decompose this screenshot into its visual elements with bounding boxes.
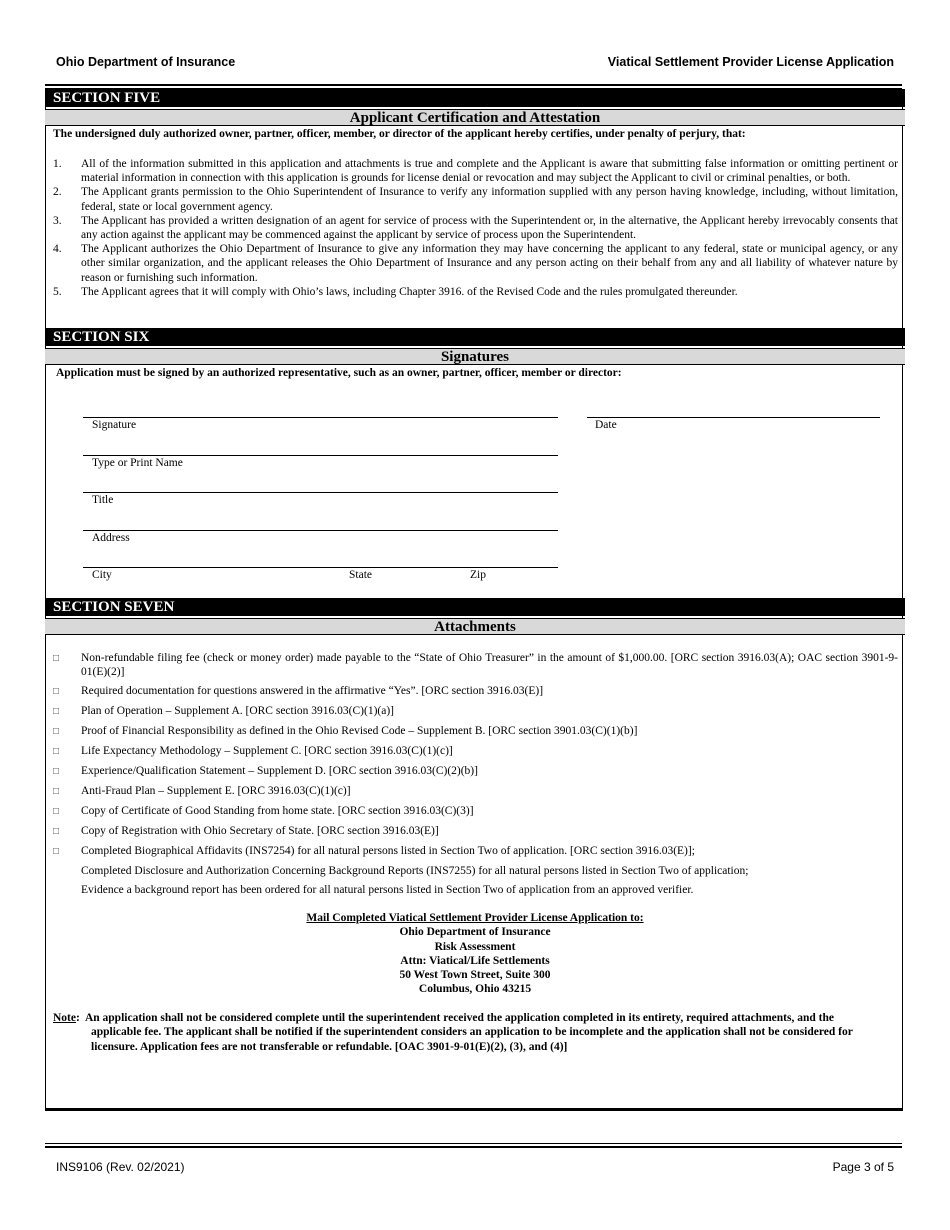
- state-label: State: [349, 569, 372, 581]
- address-line[interactable]: [83, 530, 558, 531]
- checkbox-icon[interactable]: □: [53, 766, 60, 778]
- application-note: Note: An application shall not be considered complete until the superintendent received the application completed in its entirety, required attachments, and the applicable fee. The applicant shall be notified if the superintendent considers an application to be incomplete and the application shall not be considered for licensure. Application fees are not transferable or refundable. [OAC 3901-9-01(E)(2), (3), and (4)]: [53, 1012, 853, 1053]
- header-department: Ohio Department of Insurance: [56, 55, 236, 69]
- header-rule: [45, 84, 902, 86]
- footer-rule-thin: [45, 1143, 902, 1144]
- attachment-item: □ Experience/Qualification Statement – Supplement D. [ORC section 3916.03(C)(2)(b)]: [53, 764, 898, 779]
- title-label: Title: [92, 494, 114, 506]
- title-line[interactable]: [83, 492, 558, 493]
- checkbox-icon[interactable]: □: [53, 706, 60, 718]
- date-label: Date: [595, 419, 617, 431]
- checkbox-icon[interactable]: □: [53, 726, 60, 738]
- attachments-list: [53, 651, 898, 902]
- mailing-line: Attn: Viatical/Life Settlements: [400, 954, 550, 967]
- note-text: An application shall not be considered complete until the superintendent received the application completed in its entirety, required attachments, and the applicable fee. The applicant shall be notified if the superintendent considers an application to be incomplete and the application shall not be considered for licensure. Application fees are not transferable or refundable. [OAC 3901-9-01(E)(2), (3), and (4)]: [84, 1012, 853, 1053]
- checkbox-icon[interactable]: □: [53, 746, 60, 758]
- signature-intro: Application must be signed by an authorized representative, such as an owner, partner, officer, member or director:: [56, 367, 622, 379]
- attachment-subitem: Evidence a background report has been ordered for all natural persons listed in Section Two of application from an approved verifier.: [81, 884, 694, 897]
- mailing-line: 50 West Town Street, Suite 300: [399, 969, 551, 982]
- attachment-item: □ Copy of Registration with Ohio Secretary of State. [ORC section 3916.03(E)]: [53, 824, 898, 839]
- note-label: Note: [53, 1012, 76, 1024]
- checkbox-icon[interactable]: □: [53, 826, 60, 838]
- attachment-item: □ Copy of Certificate of Good Standing from home state. [ORC section 3916.03(C)(3)]: [53, 804, 898, 819]
- signature-line[interactable]: [83, 417, 558, 418]
- city-state-zip-line[interactable]: [83, 567, 558, 568]
- attachment-item: □ Life Expectancy Methodology – Supplement C. [ORC section 3916.03(C)(1)(c)]: [53, 744, 898, 759]
- checkbox-icon[interactable]: □: [53, 846, 60, 858]
- print-name-line[interactable]: [83, 455, 558, 456]
- attachment-item: □ Anti-Fraud Plan – Supplement E. [ORC 3916.03(C)(1)(c)]: [53, 784, 898, 799]
- attachment-item: □ Plan of Operation – Supplement A. [ORC section 3916.03(C)(1)(a)]: [53, 704, 898, 719]
- attachment-subitem: Completed Disclosure and Authorization Concerning Background Reports (INS7255) for all natural persons listed in Section Two of application;: [81, 865, 749, 878]
- mailing-line: Risk Assessment: [434, 940, 516, 953]
- form-number: INS9106 (Rev. 02/2021): [56, 1160, 185, 1174]
- mailing-line: Ohio Department of Insurance: [399, 926, 551, 939]
- date-line[interactable]: [587, 417, 880, 418]
- zip-label: Zip: [470, 569, 486, 581]
- header-form-title: Viatical Settlement Provider License Application: [607, 55, 894, 69]
- attachment-item: □ Non-refundable filing fee (check or money order) made payable to the “State of Ohio Treasurer” in the amount of $1,000.00. [ORC section 3916.03(A); OAC section 3901-9-01(E)(2)]: [53, 652, 898, 679]
- attachment-item: □ Required documentation for questions answered in the affirmative “Yes”. [ORC section 3916.03(E)]: [53, 684, 898, 699]
- section-seven-title: Attachments: [45, 618, 905, 635]
- certification-item: 5. The Applicant agrees that it will comply with Ohio’s laws, including Chapter 3916. of the Revised Code and the rules promulgated thereunder.: [53, 285, 738, 298]
- section-seven-bar: SECTION SEVEN: [45, 598, 905, 616]
- certification-item: 3. The Applicant has provided a written designation of an agent for service of process with the Superintendent or, in the alternative, the Applicant hereby irrevocably consents that any action against the applicant may be commenced against the applicant by service of process upon the Superintendent.: [53, 214, 898, 242]
- certification-item: 4. The Applicant authorizes the Ohio Department of Insurance to give any information they may have concerning the applicant to any federal, state or municipal agency, or any other similar organization, and the applicant releases the Ohio Department of Insurance and any person acting on their behalf from any and all liability of whatever nature by reason or furnishing such information.: [53, 243, 898, 284]
- section-six-title: Signatures: [45, 348, 905, 365]
- address-label: Address: [92, 532, 130, 544]
- checkbox-icon[interactable]: □: [53, 686, 60, 698]
- page-number: Page 3 of 5: [832, 1160, 894, 1174]
- mailing-address-block: [45, 911, 905, 997]
- mailing-heading: Mail Completed Viatical Settlement Provider License Application to:: [306, 912, 644, 924]
- certification-item: 1. All of the information submitted in this application and attachments is true and complete and the Applicant is aware that submitting false information or omitting pertinent or material information in connection with this application is grounds for license denial or revocation and may subject the Applicant to civil or criminal penalties, or both.: [53, 158, 898, 185]
- footer-rule: [45, 1146, 902, 1148]
- checkbox-icon[interactable]: □: [53, 786, 60, 798]
- print-name-label: Type or Print Name: [92, 457, 183, 469]
- certification-list: [53, 157, 898, 299]
- certification-item: 2. The Applicant grants permission to the Ohio Superintendent of Insurance to verify any information supplied with any person having knowledge, including, without limitation, federal, state or local government agency.: [53, 186, 898, 213]
- mailing-line: Columbus, Ohio 43215: [418, 983, 532, 996]
- section-five-title: Applicant Certification and Attestation: [45, 109, 905, 126]
- certification-intro: The undersigned duly authorized owner, partner, officer, member, or director of the applicant hereby certifies, under penalty of perjury, that:: [53, 128, 746, 140]
- section-five-bar: SECTION FIVE: [45, 89, 905, 107]
- city-label: City: [92, 569, 112, 581]
- signature-label: Signature: [92, 419, 137, 431]
- attachment-item: □ Completed Biographical Affidavits (INS7254) for all natural persons listed in Section Two of application. [ORC section 3916.03(E)];: [53, 844, 898, 859]
- checkbox-icon[interactable]: □: [53, 653, 60, 664]
- checkbox-icon[interactable]: □: [53, 806, 60, 818]
- attachment-item: □ Proof of Financial Responsibility as defined in the Ohio Revised Code – Supplement B. [ORC section 3901.03(C)(1)(b)]: [53, 724, 898, 739]
- section-six-bar: SECTION SIX: [45, 328, 905, 346]
